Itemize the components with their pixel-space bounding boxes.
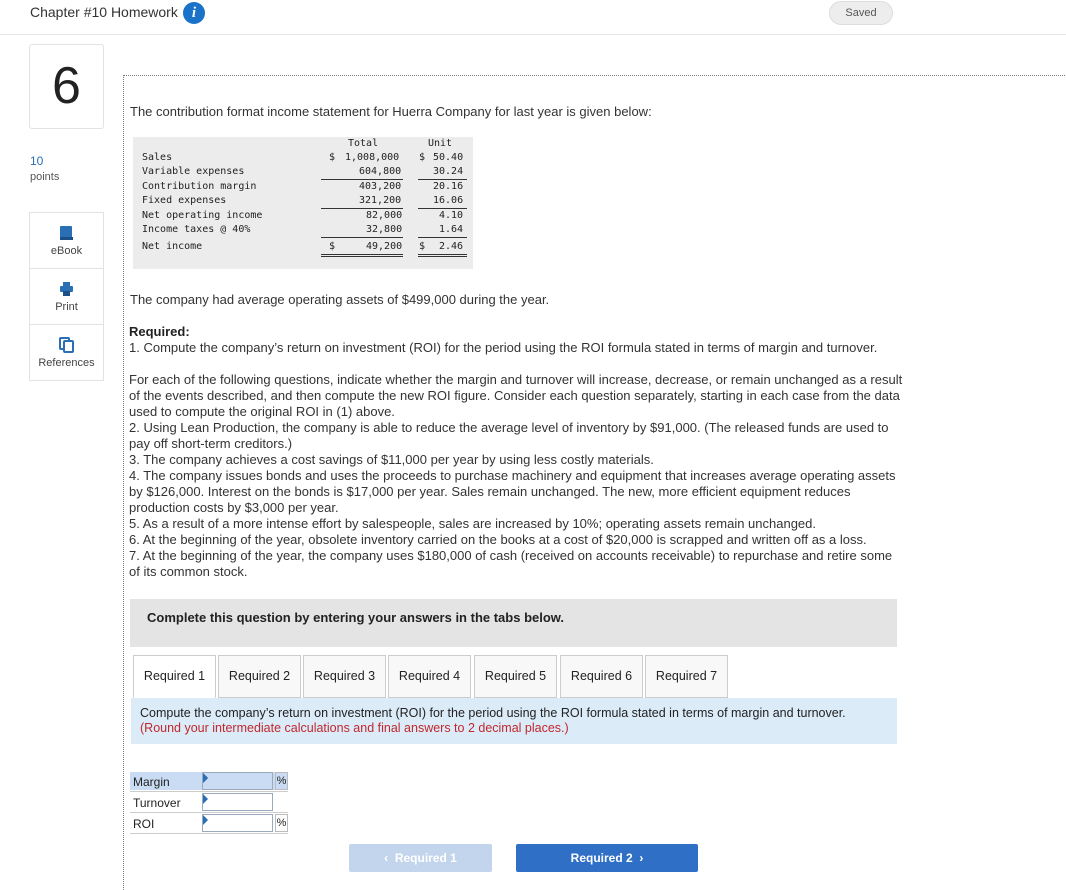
row-currency-unit: $: [419, 241, 426, 252]
row-label: Net operating income: [142, 210, 263, 221]
previous-tab-button[interactable]: [349, 844, 492, 872]
roi-percent-unit: %: [275, 814, 288, 832]
question-line: 6. At the beginning of the year, obsolete inventory carried on the books at a cost of $20,000 is scrapped and written off as a loss.: [129, 532, 867, 547]
turnover-label: Turnover: [133, 796, 181, 810]
question-line: 7. At the beginning of the year, the company uses $180,000 of cash (received on accounts receivable) to repurchase and retire some: [129, 548, 893, 563]
copy-icon: [59, 337, 74, 353]
margin-input[interactable]: [202, 772, 273, 790]
points-label: points: [30, 171, 60, 183]
tab-required-7[interactable]: Required 7: [645, 655, 728, 698]
row-unit: 2.46: [439, 241, 464, 252]
tab-required-1[interactable]: Required 1: [133, 655, 216, 698]
print-button[interactable]: [29, 268, 104, 325]
next-tab-button[interactable]: [516, 844, 698, 872]
question-number: 6: [29, 44, 104, 129]
chevron-right-icon: ›: [632, 851, 644, 865]
row-total: 32,800: [366, 224, 403, 235]
question-line: pay off short-term creditors.): [129, 436, 293, 451]
saved-status-badge: Saved: [829, 1, 893, 25]
tab-required-4[interactable]: Required 4: [388, 655, 471, 698]
subtotal-rule: [418, 179, 467, 180]
row-label: Income taxes @ 40%: [142, 224, 251, 235]
row-currency-unit: $: [419, 152, 426, 163]
total-rule: [321, 254, 403, 255]
subtotal-rule: [321, 208, 403, 209]
instruction-box: [131, 698, 897, 744]
instruction-text: [140, 706, 880, 736]
tabs-header: [130, 599, 897, 647]
row-unit: 20.16: [433, 181, 464, 192]
question-line: used to compute the original ROI in (1) above.: [129, 404, 395, 419]
header-unit: Unit: [428, 138, 453, 149]
row-total: 1,008,000: [345, 152, 400, 163]
question-line: of its common stock.: [129, 564, 248, 579]
subtotal-rule: [418, 208, 467, 209]
margin-percent-unit: %: [275, 772, 288, 790]
tab-required-5[interactable]: Required 5: [474, 655, 557, 698]
question-line: 4. The company issues bonds and uses the proceeds to purchase machinery and equipment that increases average operating assets: [129, 468, 896, 483]
question-line: by $126,000. Interest on the bonds is $17,000 per year. Sales remain unchanged. The new, more efficient equipment reduces: [129, 484, 851, 499]
question-line: For each of the following questions, indicate whether the margin and turnover will increase, decrease, or remain unchanged as a result: [129, 372, 903, 387]
row-currency-total: $: [329, 241, 336, 252]
row-label: Sales: [142, 152, 173, 163]
row-total: 82,000: [366, 210, 403, 221]
income-statement-table: [133, 137, 473, 269]
intro-text: The contribution format income statement for Huerra Company for last year is given below:: [130, 104, 652, 119]
printer-icon: [59, 281, 74, 297]
row-label: Net income: [142, 241, 203, 252]
row-unit: 50.40: [433, 152, 464, 163]
row-unit: 30.24: [433, 166, 464, 177]
question-line: production costs by $3,000 per year.: [129, 500, 339, 515]
assets-text: The company had average operating assets of $499,000 during the year.: [130, 292, 550, 307]
row-label: Contribution margin: [142, 181, 257, 192]
subtotal-rule: [321, 237, 403, 238]
book-icon: [59, 225, 74, 241]
ebook-button[interactable]: [29, 212, 104, 269]
question-line: of the events described, and then compute the new ROI figure. Consider each question separately, starting in each case from the data: [129, 388, 900, 403]
row-divider: [130, 812, 288, 813]
total-rule: [321, 256, 403, 257]
row-label: Fixed expenses: [142, 195, 227, 206]
row-label: Variable expenses: [142, 166, 245, 177]
next-tab-label: Required 2: [570, 851, 633, 865]
tab-required-6[interactable]: Required 6: [560, 655, 643, 698]
tab-required-2[interactable]: Required 2: [218, 655, 301, 698]
previous-tab-label: Required 1: [394, 851, 457, 865]
chevron-left-icon: ‹: [384, 851, 395, 865]
row-total: 321,200: [359, 195, 402, 206]
assignment-title: Chapter #10 Homework: [30, 4, 178, 20]
required-1-text: 1. Compute the company’s return on investment (ROI) for the period using the ROI formula stated in terms of margin and turnover.: [129, 340, 878, 355]
total-rule: [418, 256, 467, 257]
print-label: Print: [55, 301, 78, 313]
row-divider: [130, 791, 288, 792]
margin-label: Margin: [133, 775, 170, 789]
row-unit: 4.10: [439, 210, 464, 221]
header-total: Total: [348, 138, 379, 149]
tabs-header-text: Complete this question by entering your answers in the tabs below.: [147, 610, 565, 625]
subtotal-rule: [418, 237, 467, 238]
points-value: 10: [30, 154, 44, 168]
references-label: References: [38, 357, 95, 369]
ebook-label: eBook: [50, 245, 83, 257]
required-heading: Required:: [129, 324, 190, 339]
row-divider: [130, 833, 288, 834]
row-total: 403,200: [359, 181, 402, 192]
row-currency-total: $: [329, 152, 336, 163]
instruction-main: Compute the company’s return on investment (ROI) for the period using the ROI formula stated in terms of margin and turnover.: [140, 706, 846, 720]
info-icon[interactable]: i: [183, 2, 205, 24]
roi-input[interactable]: [202, 814, 273, 832]
subtotal-rule: [321, 179, 403, 180]
row-total: 49,200: [366, 241, 403, 252]
row-total: 604,800: [359, 166, 402, 177]
question-line: 2. Using Lean Production, the company is able to reduce the average level of inventory by $91,000. (The released funds are used to: [129, 420, 889, 435]
rounding-note: (Round your intermediate calculations and final answers to 2 decimal places.): [140, 721, 569, 735]
question-line: 3. The company achieves a cost savings of $11,000 per year by using less costly materials.: [129, 452, 654, 467]
total-rule: [418, 254, 467, 255]
turnover-input[interactable]: [202, 793, 273, 811]
top-bar: [0, 0, 1066, 35]
roi-label: ROI: [133, 817, 155, 831]
references-button[interactable]: [29, 324, 104, 381]
row-unit: 1.64: [439, 224, 464, 235]
question-line: 5. As a result of a more intense effort by salespeople, sales are increased by 10%; operating assets remain unchanged.: [129, 516, 817, 531]
tab-required-3[interactable]: Required 3: [303, 655, 386, 698]
row-unit: 16.06: [433, 195, 464, 206]
